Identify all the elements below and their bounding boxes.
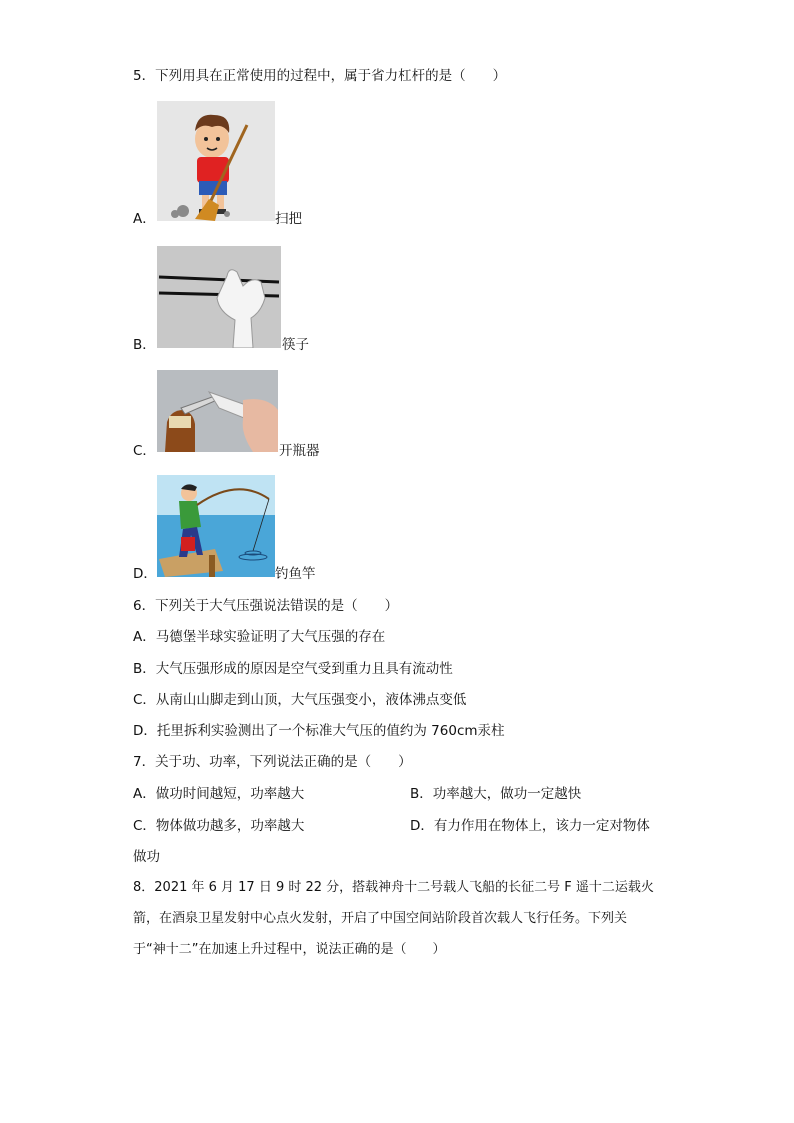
q6-option-b: B．大气压强形成的原因是空气受到重力且具有流动性: [133, 661, 453, 677]
q7-option-b: B．功率越大，做功一定越快: [410, 786, 582, 802]
chopsticks-image: [157, 246, 281, 348]
q8-stem-line-3: 于“神十二”在加速上升过程中，说法正确的是（ ）: [133, 942, 446, 957]
q5-option-b-letter: B．: [133, 337, 156, 353]
broom-boy-image: [157, 101, 275, 221]
q5-option-b-text: 筷子: [282, 337, 309, 353]
q7-stem: 7．关于功、功率，下列说法正确的是（ ）: [133, 754, 412, 770]
q7-option-d-continuation: 做功: [133, 849, 160, 865]
q5-option-a-text: 扫把: [275, 211, 302, 227]
q7-option-d: D．有力作用在物体上，该力一定对物体: [410, 818, 650, 834]
q5-option-d-text: 钓鱼竿: [275, 566, 316, 582]
q5-option-a-letter: A．: [133, 211, 156, 227]
q6-stem: 6．下列关于大气压强说法错误的是（ ）: [133, 598, 399, 614]
q5-option-d-letter: D．: [133, 566, 157, 582]
q7-option-c: C．物体做功越多，功率越大: [133, 818, 305, 834]
q5-stem: 5．下列用具在正常使用的过程中，属于省力杠杆的是（ ）: [133, 68, 507, 84]
q6-option-d: D．托里拆利实验测出了一个标准大气压的值约为 760cm汞柱: [133, 723, 505, 739]
q6-option-c: C．从南山山脚走到山顶，大气压强变小，液体沸点变低: [133, 692, 467, 708]
fishing-rod-image: [157, 475, 275, 577]
q8-stem-line-1: 8．2021 年 6 月 17 日 9 时 22 分，搭载神舟十二号载人飞船的长征二号 F 遥十二运载火: [133, 880, 654, 895]
q5-option-c-text: 开瓶器: [279, 443, 320, 459]
q5-option-c-letter: C．: [133, 443, 156, 459]
bottle-opener-image: [157, 370, 278, 452]
q6-option-a: A．马德堡半球实验证明了大气压强的存在: [133, 629, 386, 645]
q8-stem-line-2: 箭，在酒泉卫星发射中心点火发射，开启了中国空间站阶段首次载人飞行任务。下列关: [133, 911, 628, 926]
q7-option-a: A．做功时间越短，功率越大: [133, 786, 305, 802]
